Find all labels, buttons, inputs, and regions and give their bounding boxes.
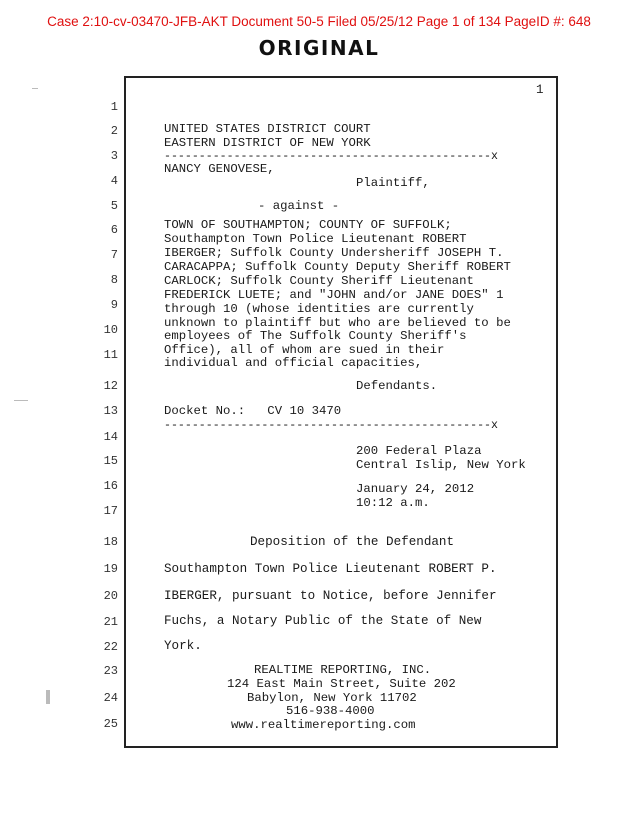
scan-speck (32, 88, 38, 89)
line-number: 22 (103, 640, 118, 654)
against-text: - against - (258, 199, 340, 213)
line-number: 13 (103, 404, 118, 418)
defendants-line: unknown to plaintiff but who are believed to be (164, 316, 511, 330)
defendants-line: TOWN OF SOUTHAMPTON; COUNTY OF SUFFOLK; (164, 218, 452, 232)
line-number: 8 (110, 273, 118, 287)
line-number: 14 (103, 430, 118, 444)
line-number: 6 (110, 223, 118, 237)
line-number: 17 (103, 504, 118, 518)
court-line-2: EASTERN DISTRICT OF NEW YORK (164, 136, 371, 150)
line-number: 9 (110, 298, 118, 312)
line-number: 3 (110, 149, 118, 163)
original-stamp: ORIGINAL (258, 36, 380, 60)
deposition-line-18: Deposition of the Defendant (250, 535, 455, 549)
line-number: 1 (110, 100, 118, 114)
line-number: 12 (103, 379, 118, 393)
deposition-line-22: York. (164, 639, 202, 653)
defendants-line: CARACAPPA; Suffolk County Deputy Sheriff ROBERT (164, 260, 511, 274)
court-line-1: UNITED STATES DISTRICT COURT (164, 122, 371, 136)
line-number: 20 (103, 589, 118, 603)
defendants-label: Defendants. (356, 379, 438, 393)
defendants-line: through 10 (whose identities are currently (164, 302, 474, 316)
line-number: 4 (110, 174, 118, 188)
address-line-1: 200 Federal Plaza (356, 444, 482, 458)
line-number: 11 (103, 348, 118, 362)
defendants-line: CARLOCK; Suffolk County Sheriff Lieutenant (164, 274, 474, 288)
defendants-line: Southampton Town Police Lieutenant ROBERT (164, 232, 467, 246)
line-number: 23 (103, 664, 118, 678)
reporter-website: www.realtimereporting.com (231, 718, 416, 732)
defendants-line: Office), all of whom are sued in their (164, 343, 445, 357)
scan-speck (46, 690, 50, 704)
line-number: 2 (110, 124, 118, 138)
plaintiff-label: Plaintiff, (356, 176, 430, 190)
deposition-date: January 24, 2012 (356, 482, 475, 496)
deposition-line-19: Southampton Town Police Lieutenant ROBERT P. (164, 562, 497, 576)
defendants-line: IBERGER; Suffolk County Undersheriff JOSEPH T. (164, 246, 504, 260)
defendants-line: FREDERICK LUETE; and "JOHN and/or JANE DOES" 1 (164, 288, 504, 302)
defendants-line: employees of The Suffolk County Sheriff's (164, 329, 467, 343)
deposition-time: 10:12 a.m. (356, 496, 430, 510)
line-number: 24 (103, 691, 118, 705)
line-number: 10 (103, 323, 118, 337)
reporter-name: REALTIME REPORTING, INC. (254, 663, 432, 677)
reporter-street: 124 East Main Street, Suite 202 (227, 677, 456, 691)
caption-rule-bottom: -----------------------------------------------x (164, 419, 498, 432)
line-number: 18 (103, 535, 118, 549)
docket-number: Docket No.: CV 10 3470 (164, 404, 342, 418)
line-number: 25 (103, 717, 118, 731)
scan-speck (14, 400, 28, 401)
plaintiff-name: NANCY GENOVESE, (164, 162, 275, 176)
line-number: 19 (103, 562, 118, 576)
line-number: 15 (103, 454, 118, 468)
line-number: 5 (110, 199, 118, 213)
case-header: Case 2:10-cv-03470-JFB-AKT Document 50-5 Filed 05/25/12 Page 1 of 134 PageID #: 648 (47, 14, 591, 29)
line-number: 21 (103, 615, 118, 629)
defendants-line: individual and official capacities, (164, 356, 423, 370)
address-line-2: Central Islip, New York (356, 458, 526, 472)
caption-rule-top: -----------------------------------------------x (164, 150, 498, 163)
line-number: 16 (103, 479, 118, 493)
deposition-line-20: IBERGER, pursuant to Notice, before Jennifer (164, 589, 497, 603)
reporter-phone: 516-938-4000 (286, 704, 375, 718)
deposition-line-21: Fuchs, a Notary Public of the State of New (164, 614, 482, 628)
reporter-city: Babylon, New York 11702 (247, 691, 417, 705)
line-number: 7 (110, 248, 118, 262)
page-number: 1 (536, 83, 544, 97)
